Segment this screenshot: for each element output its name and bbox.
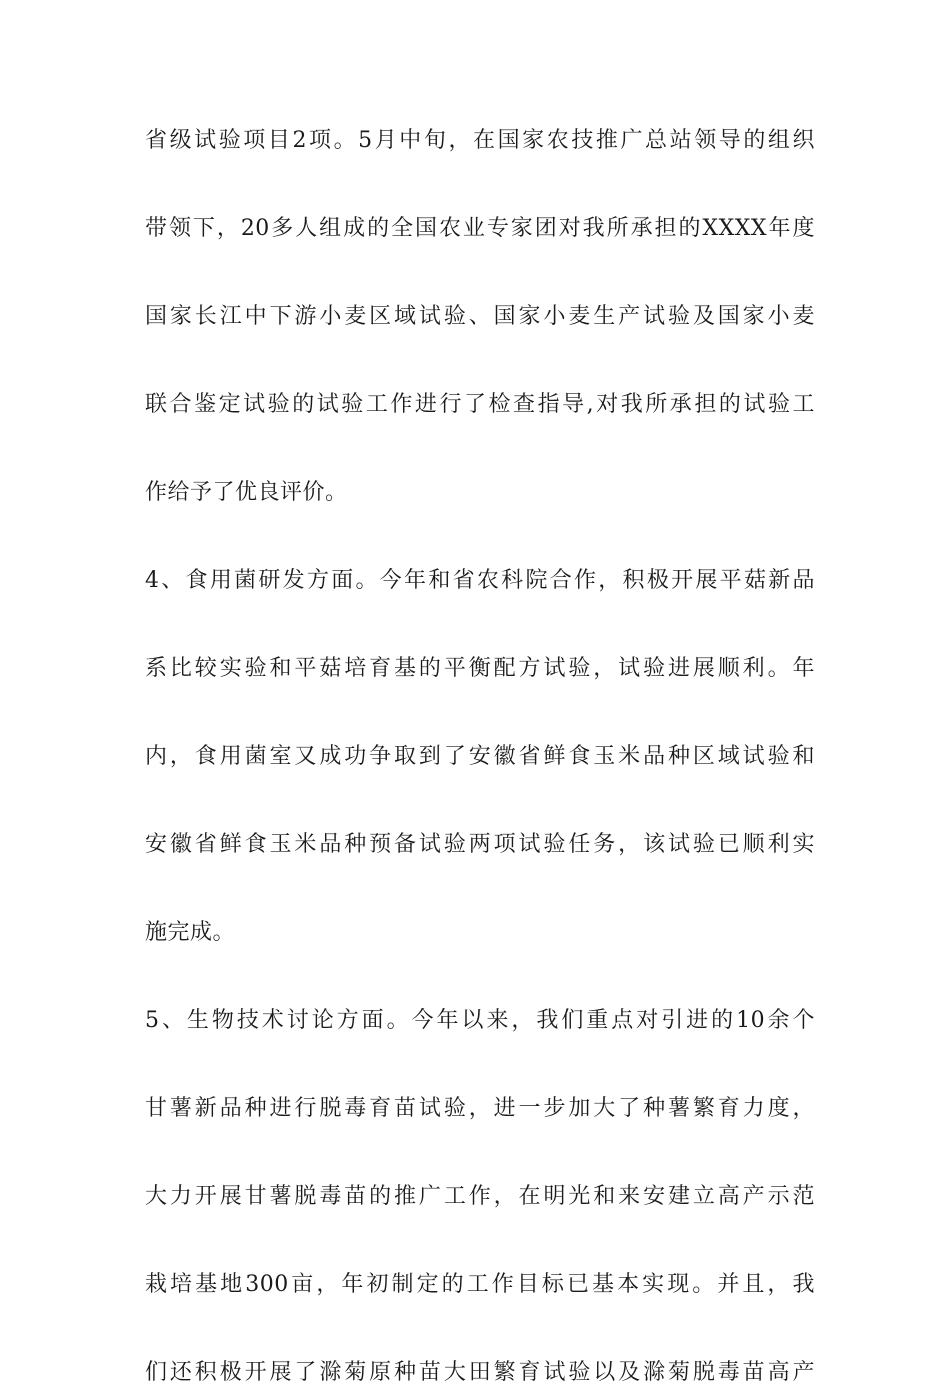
text-line-1: 省级试验项目2项。5月中旬，在国家农技推广总站领导的组织 bbox=[145, 128, 815, 153]
text-line-6: 4、食用菌研发方面。今年和省农科院合作，积极开展平菇新品 bbox=[145, 568, 815, 593]
text-line-15: 们还积极开展了滁菊原种苗大田繁育试验以及滁菊脱毒苗高产 bbox=[145, 1360, 815, 1385]
text-line-14: 栽培基地300亩，年初制定的工作目标已基本实现。并且，我 bbox=[145, 1272, 815, 1297]
text-line-10: 施完成。 bbox=[145, 920, 236, 945]
text-line-2: 带领下，20多人组成的全国农业专家团对我所承担的XXXX年度 bbox=[145, 216, 815, 241]
text-line-13: 大力开展甘薯脱毒苗的推广工作，在明光和来安建立高产示范 bbox=[145, 1184, 815, 1209]
text-line-9: 安徽省鲜食玉米品种预备试验两项试验任务，该试验已顺利实 bbox=[145, 832, 815, 857]
text-line-4: 联合鉴定试验的试验工作进行了检查指导,对我所承担的试验工 bbox=[145, 392, 815, 417]
text-line-3: 国家长江中下游小麦区域试验、国家小麦生产试验及国家小麦 bbox=[145, 304, 815, 329]
text-line-12: 甘薯新品种进行脱毒育苗试验，进一步加大了种薯繁育力度， bbox=[145, 1096, 815, 1121]
text-line-11: 5、生物技术讨论方面。今年以来，我们重点对引进的10余个 bbox=[145, 1008, 815, 1033]
text-line-8: 内，食用菌室又成功争取到了安徽省鲜食玉米品种区域试验和 bbox=[145, 744, 815, 769]
text-line-7: 系比较实验和平菇培育基的平衡配方试验，试验进展顺利。年 bbox=[145, 656, 815, 681]
text-line-5: 作给予了优良评价。 bbox=[145, 480, 348, 505]
